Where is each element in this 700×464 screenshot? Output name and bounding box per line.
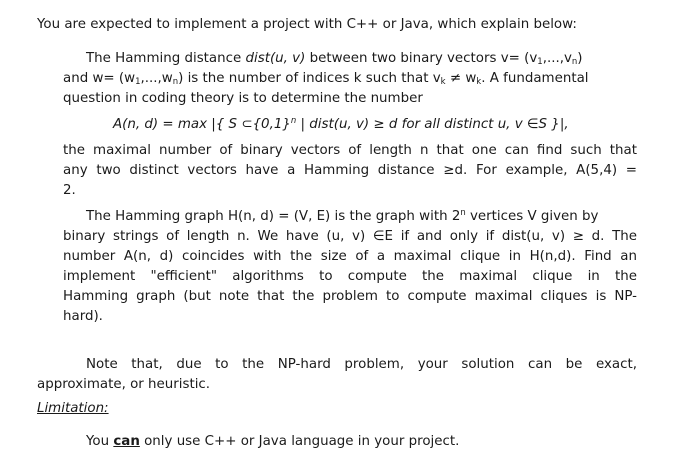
p2-line-4: implement "efficient" algorithms to compute the maximal clique in the: [63, 269, 637, 284]
limitation-heading: Limitation:: [37, 401, 109, 416]
limitation-text: You can only use C++ or Java language in your project.: [86, 434, 460, 449]
p1-line-5: the maximal number of binary vectors of length n that one can find such that: [63, 143, 637, 158]
intro-line: You are expected to implement a project with C++ or Java, which explain below:: [37, 17, 577, 32]
p2-line-3: number A(n, d) coincides with the size of a maximal clique in H(n,d). Find an: [63, 249, 637, 264]
note-line-1: Note that, due to the NP-hard problem, your solution can be exact,: [86, 357, 637, 372]
note-line-2: approximate, or heuristic.: [37, 377, 211, 392]
p2-line-6: hard).: [63, 309, 103, 324]
p1-line-3: question in coding theory is to determine the number: [63, 91, 423, 106]
emphasis-can: can: [113, 434, 140, 449]
p2-line-1: The Hamming graph H(n, d) = (V, E) is the graph with 2$^n$ vertices V given by: [86, 208, 599, 224]
p2-line-5: Hamming graph (but note that the problem to compute maximal cliques is NP-: [63, 289, 637, 304]
p1-line-6: any two distinct vectors have a Hamming distance ≥d. For example, A(5,4) =: [63, 163, 637, 178]
p2-line-2: binary strings of length n. We have (u, v) ∈E if and only if dist(u, v) ≥ d. The: [63, 229, 637, 244]
p1-line-7: 2.: [63, 183, 76, 198]
p1-line-1: The Hamming distance dist(u, v) between two binary vectors $v= (v_1,...,v_n)$: [86, 51, 583, 67]
p1-line-2: and $w= (w_1,...,w_n)$ is the number of indices k such that $v_k \ne w_k$. A fundamental: [63, 71, 589, 87]
formula: A(n, d) = max |{ S $\subset\{0,1\}^n$ | dist(u, v) ≥ d for all distinct u, v ∈S }|,: [113, 116, 569, 132]
